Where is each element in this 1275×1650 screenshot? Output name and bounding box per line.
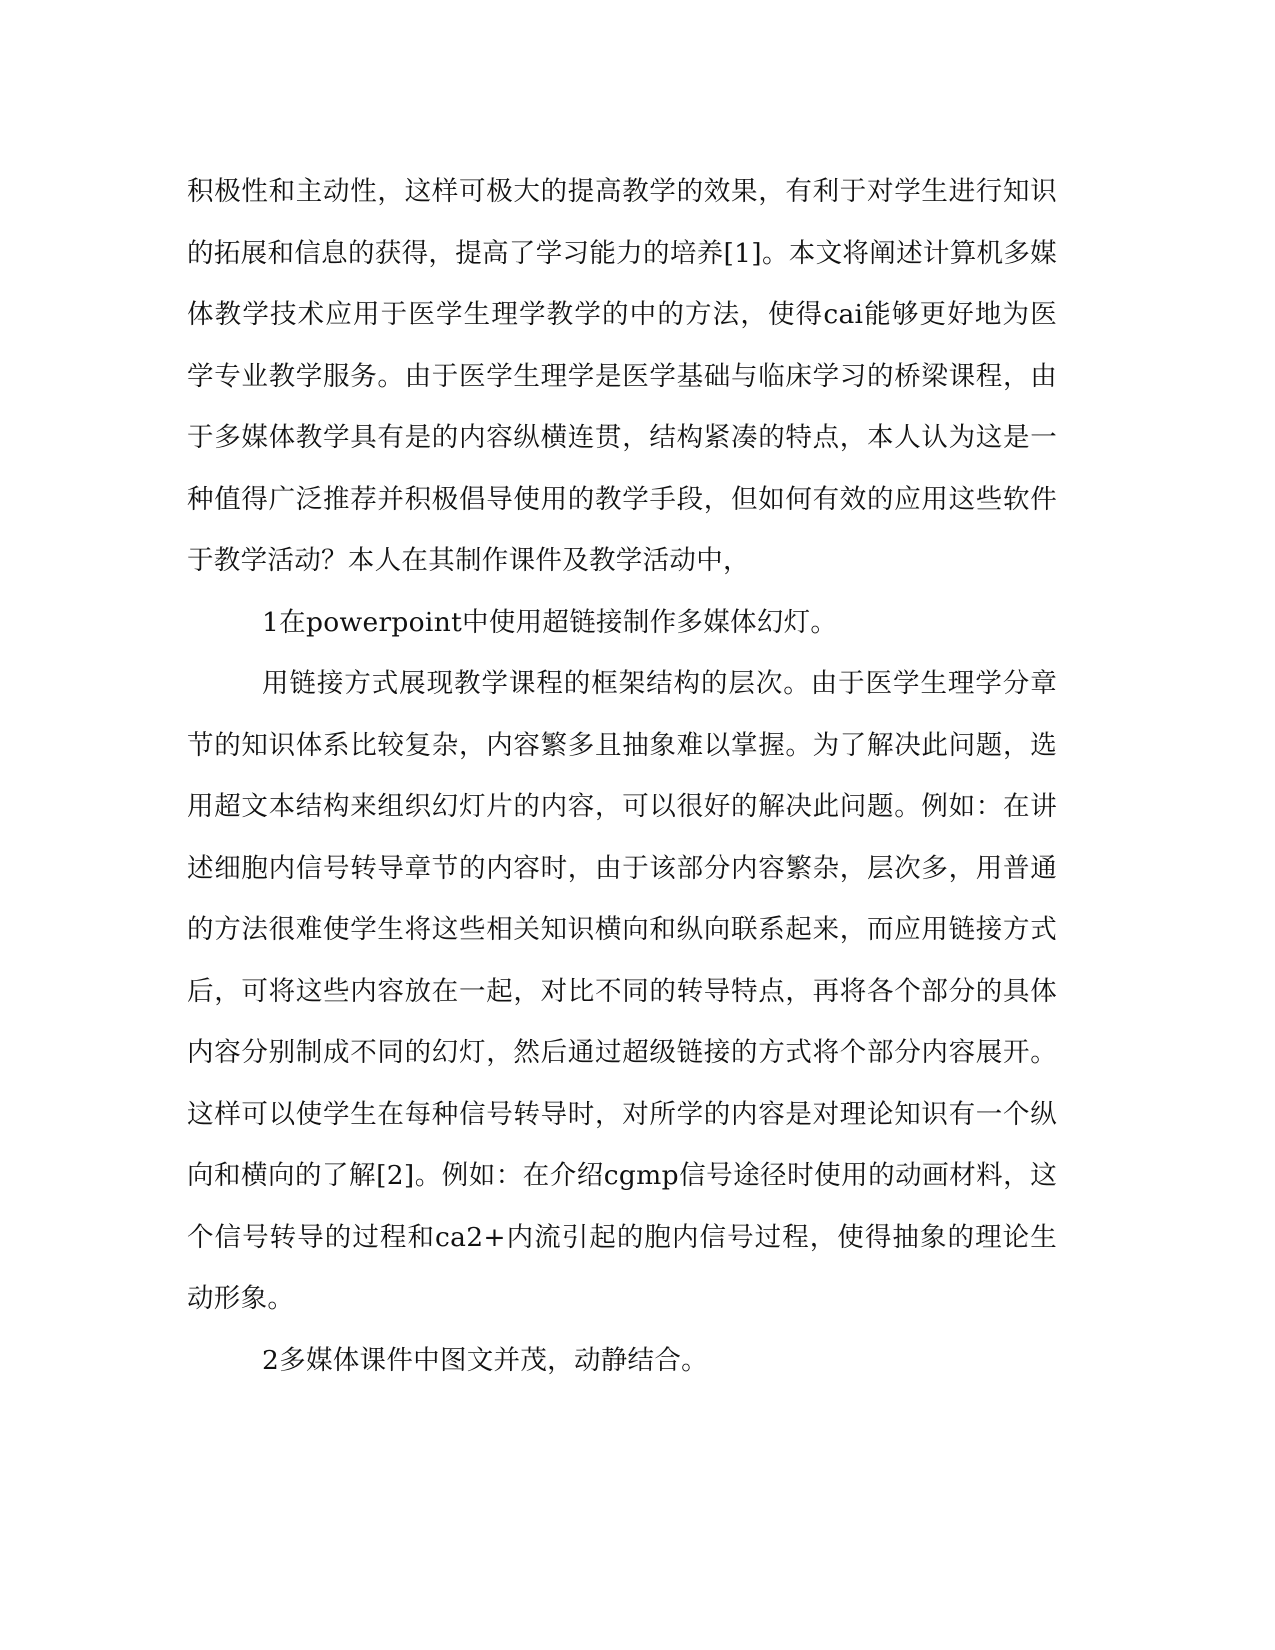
body-text bbox=[187, 161, 1057, 1391]
paragraph-intro: 积极性和主动性，这样可极大的提高教学的效果，有利于对学生进行知识的拓展和信息的获得，提高了学习能力的培养[1]。本文将阐述计算机多媒体教学技术应用于医学生理学教学的中的方法，使得cai能够更好地为医学专业教学服务。由于医学生理学是医学基础与临床学习的桥梁课程，由于多媒体教学具有是的内容纵横连贯，结构紧凑的特点，本人认为这是一种值得广泛推荐并积极倡导使用的教学手段，但如何有效的应用这些软件于教学活动？本人在其制作课件及教学活动中， bbox=[187, 176, 1057, 576]
heading-section-2: 2多媒体课件中图文并茂，动静结合。 bbox=[262, 1344, 708, 1376]
paragraph-section-1: 用链接方式展现教学课程的框架结构的层次。由于医学生理学分章节的知识体系比较复杂，内容繁多且抽象难以掌握。为了解决此问题，选用超文本结构来组织幻灯片的内容，可以很好的解决此问题。例如：在讲述细胞内信号转导章节的内容时，由于该部分内容繁杂，层次多，用普通的方法很难使学生将这些相关知识横向和纵向联系起来，而应用链接方式后，可将这些内容放在一起，对比不同的转导特点，再将各个部分的具体内容分别制成不同的幻灯，然后通过超级链接的方式将个部分内容展开。这样可以使学生在每种信号转导时，对所学的内容是对理论知识有一个纵向和横向的了解[2]。例如：在介绍cgmp信号途径时使用的动画材料，这个信号转导的过程和ca2+内流引起的胞内信号过程，使得抽象的理论生动形象。 bbox=[187, 668, 1057, 1314]
heading-section-1: 1在powerpoint中使用超链接制作多媒体幻灯。 bbox=[262, 606, 838, 638]
